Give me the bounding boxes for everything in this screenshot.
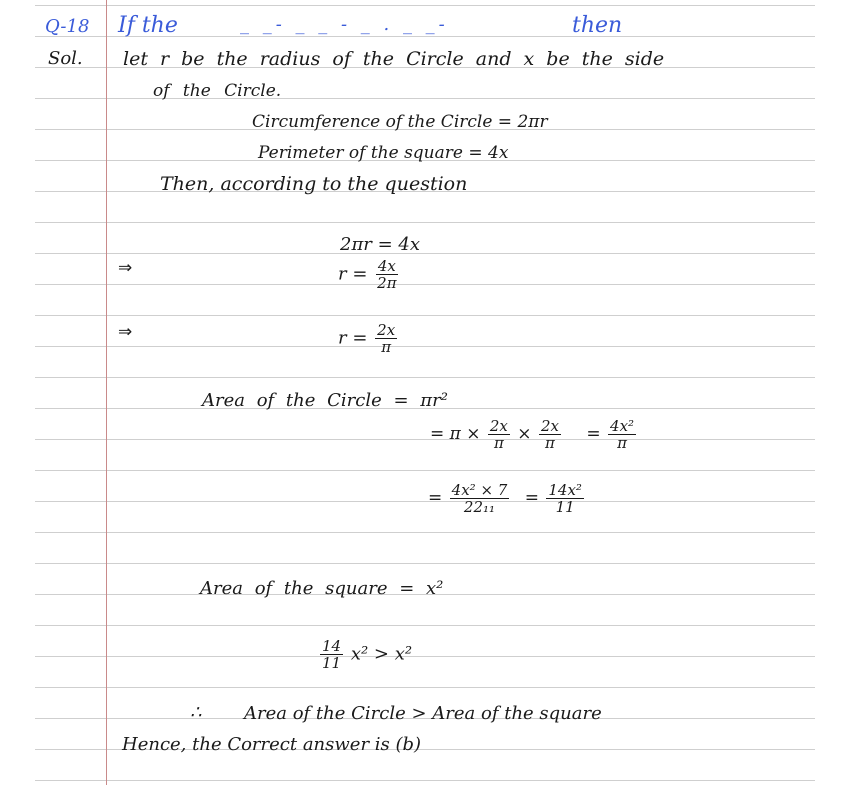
fraction <box>375 258 398 291</box>
answer-line: Hence, the Correct answer is (b) <box>122 734 422 755</box>
comparison-rest: x² > x² <box>350 643 413 665</box>
numerator: 4x <box>377 257 396 275</box>
denominator: π <box>545 434 555 452</box>
fraction <box>320 638 343 671</box>
conclusion-line: Area of the Circle > Area of the square <box>244 703 602 724</box>
equation-3-lhs: r = <box>338 327 368 349</box>
denominator: π <box>617 434 627 452</box>
solution-line-2: of the Circle. <box>153 81 282 101</box>
ruled-line <box>35 98 815 99</box>
ruled-line <box>35 5 815 6</box>
therefore-icon: ∴ <box>190 702 202 723</box>
equation-2 <box>338 258 401 291</box>
area-circle-label: Area of the Circle = πr² <box>202 390 448 411</box>
times-sign: × <box>517 424 532 444</box>
question-text-blanks: _ _- _ _ - _ . _ _- <box>240 14 449 35</box>
fraction <box>608 418 636 451</box>
equals-sign: = <box>586 424 601 444</box>
ruled-line <box>35 315 815 316</box>
area-square-line: Area of the square = x² <box>200 578 444 599</box>
ruled-line <box>35 439 815 440</box>
numerator: 2x <box>377 321 396 339</box>
numerator: 2x <box>540 417 559 435</box>
ruled-line <box>35 532 815 533</box>
ruled-line <box>35 563 815 564</box>
numerator: 4x² × 7 <box>451 481 508 499</box>
ruled-line <box>35 625 815 626</box>
equation-2-lhs: r = <box>338 263 368 285</box>
ruled-line <box>35 656 815 657</box>
denominator: π <box>493 434 504 452</box>
solution-label: Sol. <box>48 48 83 69</box>
denominator: 11 <box>322 654 342 672</box>
denominator: 11 <box>555 498 575 516</box>
step-prefix: = <box>428 488 443 508</box>
implies-arrow-icon: ⇒ <box>118 322 133 342</box>
numerator: 2x <box>489 417 508 435</box>
margin-line <box>106 0 107 785</box>
circumference-line: Circumference of the Circle = 2πr <box>252 112 548 132</box>
fraction <box>450 482 510 515</box>
ruled-line <box>35 780 815 781</box>
ruled-line <box>35 377 815 378</box>
question-label: Q-18 <box>45 16 90 37</box>
denominator: π <box>381 338 392 356</box>
ruled-line <box>35 687 815 688</box>
ruled-line <box>35 470 815 471</box>
ruled-line <box>35 253 815 254</box>
implies-arrow-icon: ⇒ <box>118 258 133 278</box>
denominator: 22₁₁ <box>463 498 496 516</box>
numerator: 4x² <box>610 417 635 435</box>
perimeter-line: Perimeter of the square = 4x <box>258 143 509 163</box>
equation-3 <box>338 322 399 355</box>
area-circle-step-2 <box>428 482 586 515</box>
fraction <box>488 418 510 451</box>
question-text-end: then <box>572 13 623 38</box>
according-line: Then, according to the question <box>160 173 468 195</box>
solution-line-1: let r be the radius of the Circle and x be the side <box>123 48 665 70</box>
comparison-line <box>318 638 412 671</box>
denominator: 2π <box>377 274 397 292</box>
area-circle-step-1 <box>430 418 638 451</box>
numerator: 14 <box>322 637 342 655</box>
ruled-line <box>35 222 815 223</box>
fraction <box>539 418 561 451</box>
fraction <box>546 482 584 515</box>
ruled-line <box>35 284 815 285</box>
ruled-line <box>35 346 815 347</box>
equals-sign: = <box>524 488 539 508</box>
question-text-start: If the <box>118 13 178 38</box>
numerator: 14x² <box>548 481 582 499</box>
fraction <box>375 322 397 355</box>
step-prefix: = π × <box>430 424 481 444</box>
equation-1: 2πr = 4x <box>340 234 421 255</box>
ruled-line <box>35 501 815 502</box>
